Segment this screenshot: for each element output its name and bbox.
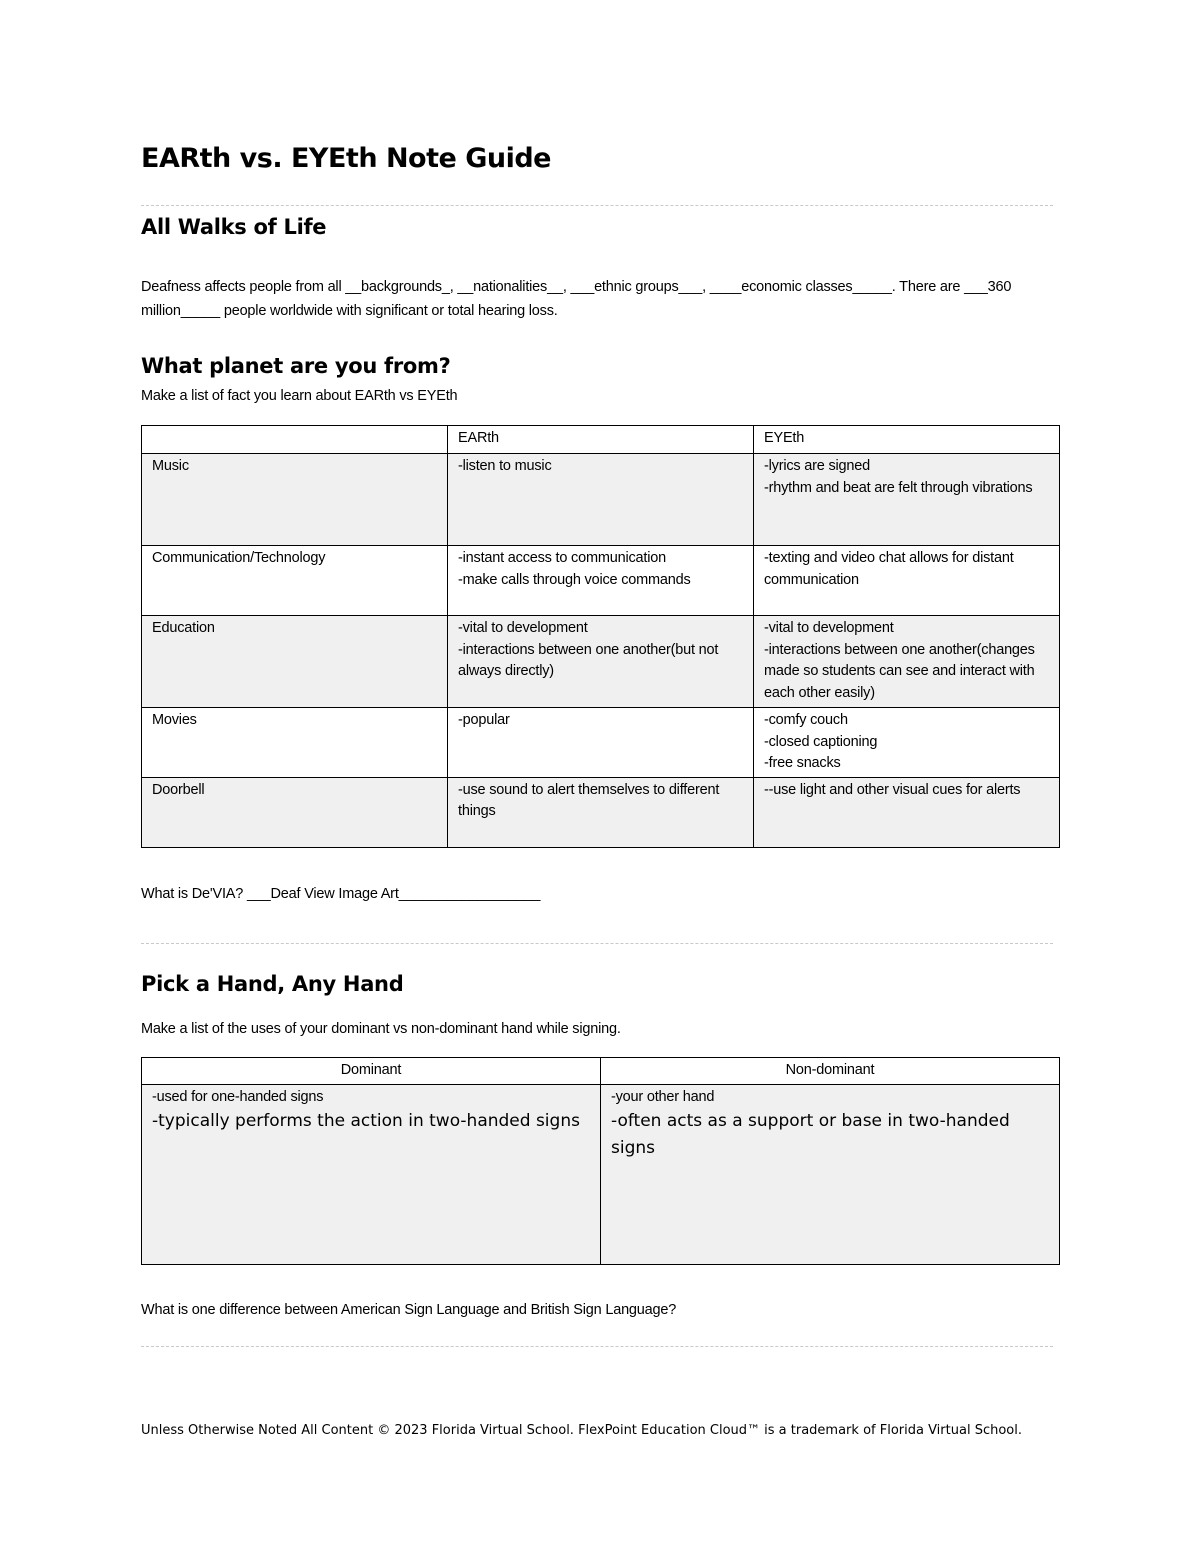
- table-header-cell: [142, 426, 448, 454]
- page-title: EARth vs. EYEth Note Guide: [141, 143, 551, 174]
- divider: [141, 205, 1053, 206]
- section-heading-walks-of-life: All Walks of Life: [141, 215, 327, 239]
- table-header-cell: Non-dominant: [601, 1058, 1060, 1085]
- table-row: [142, 708, 1060, 778]
- earth-cell: -use sound to alert themselves to different things: [448, 777, 754, 847]
- table-row: [142, 454, 1060, 546]
- earth-cell: -popular: [448, 708, 754, 778]
- section-heading-planet: What planet are you from?: [141, 354, 451, 378]
- earth-cell: -instant access to communication -make calls through voice commands: [448, 546, 754, 616]
- divider: [141, 1346, 1053, 1347]
- copyright-footer: Unless Otherwise Noted All Content © 2023 Florida Virtual School. FlexPoint Education Cloud™ is a trademark of Florida Virtual School.: [141, 1423, 1022, 1438]
- nondominant-line: -often acts as a support or base in two-handed signs: [611, 1111, 1010, 1158]
- table-row: [142, 546, 1060, 616]
- dominant-hand-table: [141, 1057, 1060, 1265]
- table-header-cell: EARth: [448, 426, 754, 454]
- earth-cell: -vital to development -interactions between one another(but not always directly): [448, 616, 754, 708]
- table-header-row: [142, 1058, 1060, 1085]
- eyeth-cell: -vital to development -interactions between one another(changes made so students can see and interact with each other easily): [754, 616, 1060, 708]
- walks-of-life-paragraph: Deafness affects people from all __backgrounds_, __nationalities__, ___ethnic groups___, ____economic classes_____. There are ___360 million_____ people worldwide with significant or total hearing loss.: [141, 279, 1012, 319]
- planet-instruction: Make a list of fact you learn about EARth vs EYEth: [141, 388, 458, 404]
- dominant-cell: [142, 1084, 601, 1264]
- dominant-line: -typically performs the action in two-handed signs: [152, 1111, 580, 1131]
- table-header-cell: Dominant: [142, 1058, 601, 1085]
- nondominant-line: -your other hand: [611, 1088, 715, 1105]
- asl-bsl-question: What is one difference between American Sign Language and British Sign Language?: [141, 1302, 677, 1318]
- table-row: [142, 616, 1060, 708]
- eyeth-cell: -comfy couch -closed captioning -free snacks: [754, 708, 1060, 778]
- divider: [141, 943, 1053, 944]
- section-heading-pick-a-hand: Pick a Hand, Any Hand: [141, 972, 404, 996]
- devia-question: What is De'VIA? ___Deaf View Image Art__________________: [141, 886, 541, 902]
- row-label: Music: [142, 454, 448, 546]
- nondominant-cell: [601, 1084, 1060, 1264]
- table-row: [142, 777, 1060, 847]
- earth-eyeth-table: [141, 425, 1060, 848]
- row-label: Doorbell: [142, 777, 448, 847]
- row-label: Movies: [142, 708, 448, 778]
- eyeth-cell: --use light and other visual cues for alerts: [754, 777, 1060, 847]
- hand-instruction: Make a list of the uses of your dominant vs non-dominant hand while signing.: [141, 1021, 621, 1037]
- row-label: Education: [142, 616, 448, 708]
- table-header-cell: EYEth: [754, 426, 1060, 454]
- table-header-row: [142, 426, 1060, 454]
- eyeth-cell: -lyrics are signed -rhythm and beat are felt through vibrations: [754, 454, 1060, 546]
- dominant-line: -used for one-handed signs: [152, 1088, 324, 1105]
- row-label: Communication/Technology: [142, 546, 448, 616]
- eyeth-cell: -texting and video chat allows for distant communication: [754, 546, 1060, 616]
- table-row: [142, 1084, 1060, 1264]
- earth-cell: -listen to music: [448, 454, 754, 546]
